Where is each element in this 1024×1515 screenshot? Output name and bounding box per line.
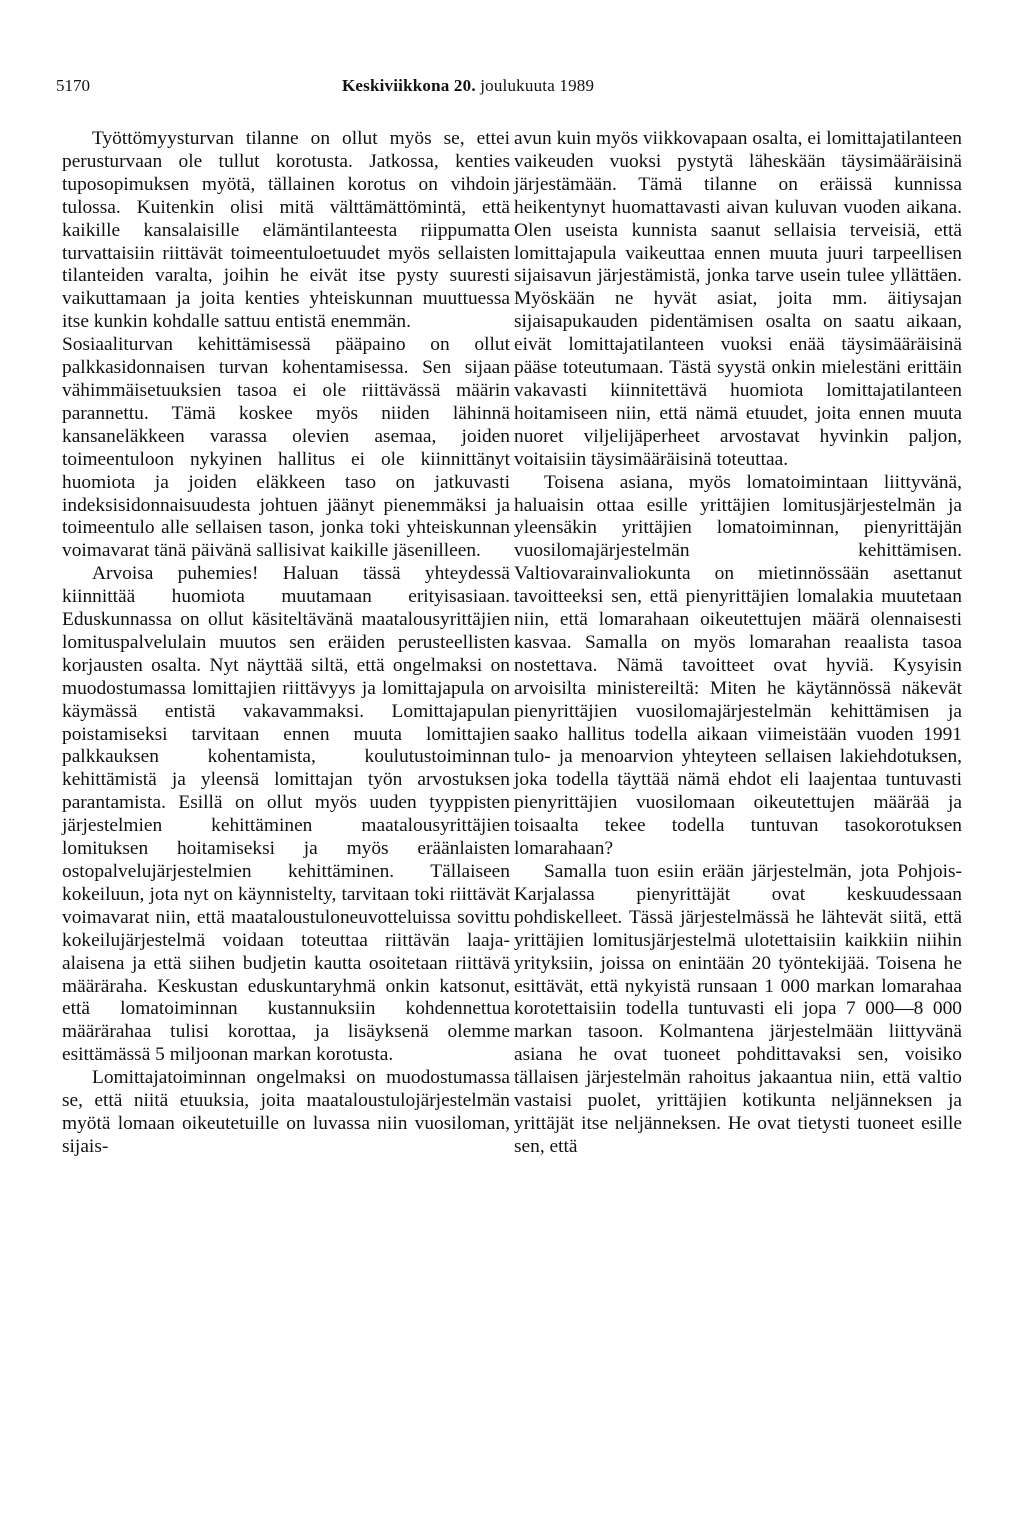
paragraph: Lomittajatoiminnan ongelmaksi on muodostumassa se, että niitä etuuksia, joita maataloustulojärjestelmän myötä lomaan oikeutetuille on luvassa niin vuosiloman, sijais-	[62, 1067, 510, 1157]
page-number: 5170	[56, 76, 90, 95]
running-head-date: Keskiviikkona 20.	[342, 76, 476, 95]
paragraph: avun kuin myös viikkovapaan osalta, ei lomittajatilanteen vaikeuden vuoksi pystytä läheskään täysimääräisinä järjestämään. Tämä tilanne on eräissä kunnissa heikentynyt huomattavasti aivan kuluvan vuoden aikana. Olen useista kunnista saanut sellaisia terveisiä, että lomittajapula vaikeuttaa ennen muuta juuri tarpeellisen sijaisavun järjestämistä, jonka tarve usein tulee yllättäen. Myöskään ne hyvät asiat, joita mm. äitiysajan sijaisapukauden pidentämisen osalta on saatu aikaan, eivät lomittajatilanteen vuoksi enää täysimääräisinä pääse toteutumaan. Tästä syystä onkin mielestäni erittäin vakavasti kiinnitettävä huomiota lomittajatilanteen hoitamiseen niin, että nämä etuudet, joita ennen muuta nuoret viljelijäperheet arvostavat hyvinkin paljon, voitaisiin täysimääräisinä toteuttaa.	[514, 128, 962, 470]
running-head-month: joulukuuta 1989	[480, 76, 595, 95]
paragraph: Arvoisa puhemies! Haluan tässä yhteydessä kiinnittää huomiota muutamaan erityisasiaan. Eduskunnassa on ollut käsiteltävänä maatalousyrittäjien lomituspalvelulain muutos sen eräiden perusteellisten korjausten osalta. Nyt näyttää siltä, että ongelmaksi on muodostumassa lomittajien riittävyys ja lomittajapula on käymässä entistä vakavammaksi. Lomittajapulan poistamiseksi tarvitaan ennen muuta lomittajien palkkauksen kohentamista, koulutustoiminnan kehittämistä ja yleensä lomittajan työn arvostuksen parantamista. Esillä on ollut myös uuden tyyppisten järjestelmien kehittäminen maatalousyrittäjien lomituksen hoitamiseksi ja myös eräänlaisten ostopalvelujärjestelmien kehittäminen. Tällaiseen kokeiluun, jota nyt on käynnistelty, tarvitaan toki riittävät voimavarat niin, että maataloustuloneuvotteluissa sovittu kokeilujärjestelmä voidaan toteuttaa riittävän laaja-alaisena ja että siihen budjetin kautta osoitetaan riittävä määräraha. Keskustan eduskuntaryhmä onkin katsonut, että lomatoiminnan kustannuksiin kohdennettua määrärahaa tulisi korottaa, ja lisäyksenä olemme esittämässä 5 miljoonan markan korotusta.	[62, 563, 510, 1066]
left-column	[62, 128, 510, 1159]
paragraph: Sosiaaliturvan kehittämisessä pääpaino on ollut palkkasidonnaisen turvan kohentamisessa. Sen sijaan vähimmäisetuuksien tasoa ei ole riittävässä määrin parannettu. Tämä koskee myös niiden lähinnä kansaneläkkeen varassa olevien asemaa, joiden toimeentuloon nykyinen hallitus ei ole kiinnittänyt huomiota ja joiden eläkkeen taso on jatkuvasti indeksisidonnaisuudesta johtuen jäänyt pienemmäksi ja toimeentulo alle sellaisen tason, jonka toki yhteiskunnan voimavarat tänä päivänä sallisivat kaikille jäsenilleen.	[62, 334, 510, 562]
running-head	[342, 76, 594, 96]
paragraph: Työttömyysturvan tilanne on ollut myös se, ettei perusturvaan ole tullut korotusta. Jatkossa, kenties tuposopimuksen myötä, tällainen korotus on vihdoin tulossa. Kuitenkin olisi mitä välttämättömintä, että kaikille kansalaisille elämäntilanteesta riippumatta turvattaisiin riittävät toimeentuloetuudet myös sellaisten tilanteiden varalta, joihin he eivät itse pysty suuresti vaikuttamaan ja joita kenties yhteiskunnan muuttuessa itse kunkin kohdalle sattuu entistä enemmän.	[62, 128, 510, 333]
page-header	[56, 76, 966, 100]
right-column	[514, 128, 962, 1159]
paragraph: Samalla tuon esiin erään järjestelmän, jota Pohjois-Karjalassa pienyrittäjät ovat keskuudessaan pohdiskelleet. Tässä järjestelmässä he lähtevät siitä, että yrittäjien lomitusjärjestelmä ulotettaisiin kaikkiin niihin yrityksiin, joissa on enintään 20 työntekijää. Toisena he esittävät, että nykyistä runsaan 1 000 markan lomarahaa korotettaisiin todella tuntuvasti eli jopa 7 000—8 000 markan tasoon. Kolmantena järjestelmään liittyvänä asiana he ovat tuoneet pohdittavaksi sen, voisiko tällaisen järjestelmän rahoitus jakaantua niin, että valtio vastaisi puolet, yrittäjien kotikunta neljänneksen ja yrittäjät itse neljänneksen. He ovat tietysti tuoneet esille sen, että	[514, 861, 962, 1157]
paragraph: Toisena asiana, myös lomatoimintaan liittyvänä, haluaisin ottaa esille yrittäjien lomitusjärjestelmän ja yleensäkin yrittäjien lomatoiminnan, pienyrittäjän vuosilomajärjestelmän kehittämisen. Valtiovarainvaliokunta on mietinnössään asettanut tavoitteeksi sen, että pienyrittäjien lomalakia muutetaan niin, että lomarahaan oikeutettujen määrä olennaisesti kasvaa. Samalla on myös lomarahan reaalista tasoa nostettava. Nämä tavoitteet ovat hyviä. Kysyisin arvoisilta ministereiltä: Miten he käytännössä näkevät pienyrittäjien vuosilomajärjestelmän kehittämisen ja saako hallitus todella aikaan viimeistään vuoden 1991 tulo- ja menoarvion yhteyteen sellaisen lakiehdotuksen, joka todella täyttää nämä ehdot eli laajentaa tuntuvasti pienyrittäjien vuosilomaan oikeutettujen määrää ja toisaalta tekee todella tuntuvan tasokorotuksen lomarahaan?	[514, 471, 962, 860]
